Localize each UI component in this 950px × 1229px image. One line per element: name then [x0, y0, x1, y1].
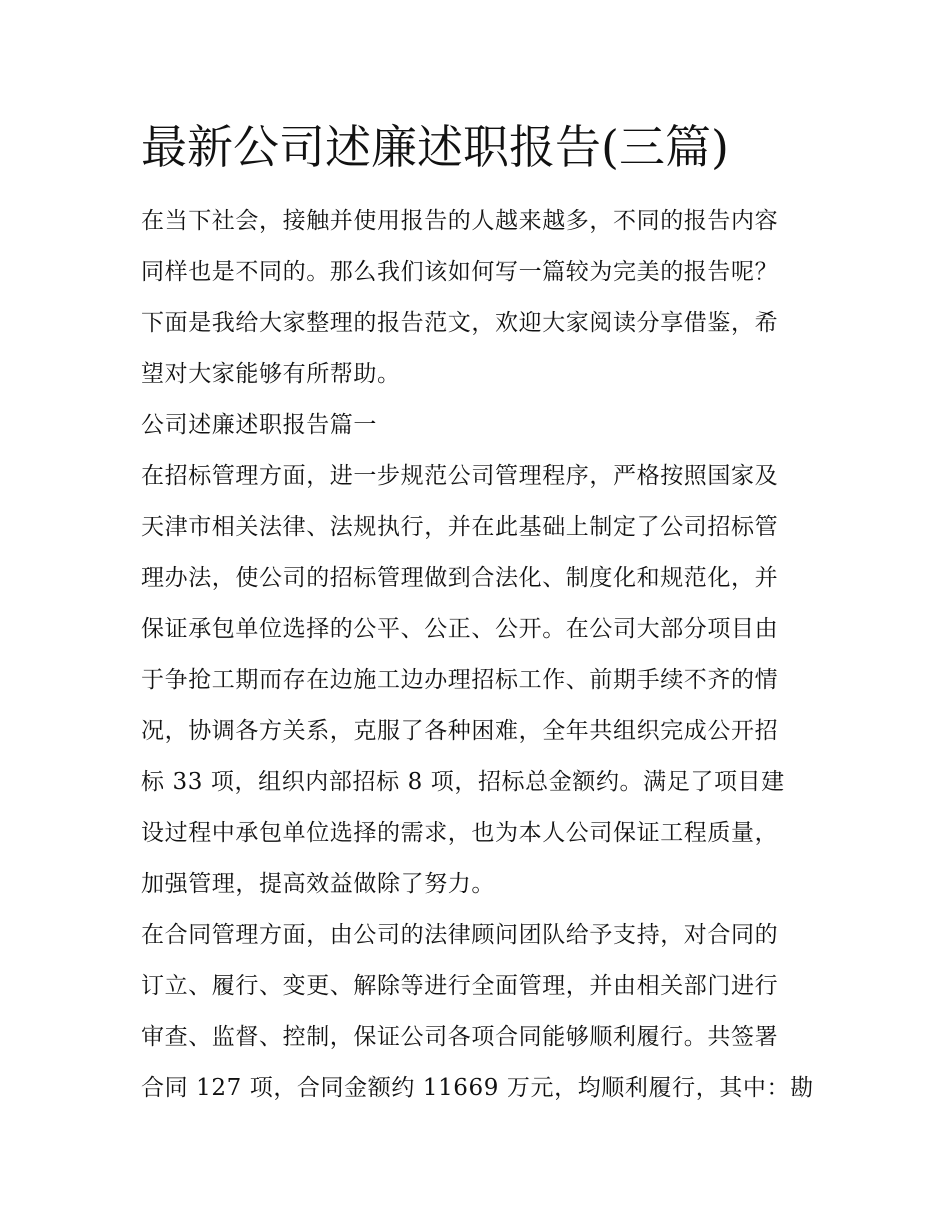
body-line-1: 在招标管理方面，进一步规范公司管理程序，严格按照国家及	[141, 463, 779, 489]
body-line-11: 订立、履行、变更、解除等进行全面管理，并由相关部门进行	[141, 973, 779, 999]
body-line-4: 保证承包单位选择的公平、公正、公开。在公司大部分项目由	[141, 616, 779, 642]
body-line-13: 合同 127 项，合同金额约 11669 万元，均顺利履行，其中：勘	[141, 1075, 814, 1101]
body-line-2: 天津市相关法律、法规执行，并在此基础上制定了公司招标管	[141, 514, 779, 540]
intro-line-3: 下面是我给大家整理的报告范文，欢迎大家阅读分享借鉴，希	[141, 310, 779, 336]
body-line-7: 标 33 项，组织内部招标 8 项，招标总金额约。满足了项目建	[141, 769, 785, 795]
body-line-10: 在合同管理方面，由公司的法律顾问团队给予支持，对合同的	[141, 922, 779, 948]
section-heading: 公司述廉述职报告篇一	[141, 412, 377, 438]
intro-line-1: 在当下社会，接触并使用报告的人越来越多，不同的报告内容	[141, 208, 779, 234]
body-line-8: 设过程中承包单位选择的需求，也为本人公司保证工程质量，	[141, 820, 779, 846]
document-title: 最新公司述廉述职报告(三篇)	[141, 120, 729, 174]
intro-line-4: 望对大家能够有所帮助。	[141, 361, 401, 387]
body-line-6: 况，协调各方关系，克服了各种困难，全年共组织完成公开招	[141, 718, 779, 744]
intro-line-2: 同样也是不同的。那么我们该如何写一篇较为完美的报告呢？	[141, 259, 779, 285]
body-line-3: 理办法，使公司的招标管理做到合法化、制度化和规范化，并	[141, 565, 779, 591]
body-line-9: 加强管理，提高效益做除了努力。	[141, 871, 495, 897]
body-line-5: 于争抢工期而存在边施工边办理招标工作、前期手续不齐的情	[141, 667, 779, 693]
body-line-12: 审查、监督、控制，保证公司各项合同能够顺利履行。共签署	[141, 1024, 779, 1050]
